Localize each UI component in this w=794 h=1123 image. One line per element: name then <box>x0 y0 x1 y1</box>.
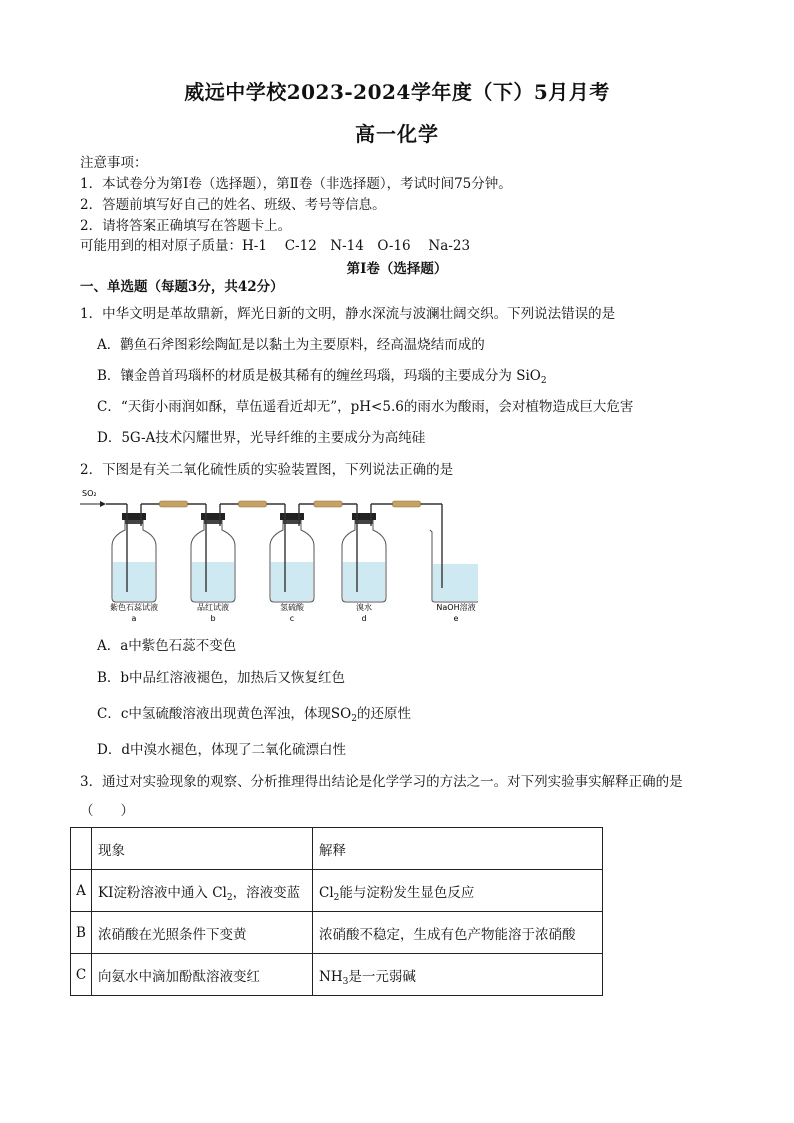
exam-subject: 高一化学 <box>355 122 439 146</box>
q1-option-d: D．5G-A技术闪耀世界，光导纤维的主要成分为高纯硅 <box>97 430 426 446</box>
header-cell-opt <box>71 828 92 870</box>
q3-table <box>70 827 603 996</box>
rubber-hose-connector <box>314 501 342 507</box>
beaker-label: NaOH溶液 <box>436 603 476 612</box>
part1-title: 第Ⅰ卷（选择题） <box>346 261 448 277</box>
table-header-row <box>71 828 603 870</box>
q2-option-d: D．d中溴水褪色，体现了二氧化硫漂白性 <box>97 742 346 758</box>
stopper-base <box>283 520 301 524</box>
bottle-liquid <box>113 562 155 601</box>
gas-label: SO₂ <box>82 489 97 498</box>
q2-option-a: A．a中紫色石蕊不变色 <box>97 638 237 654</box>
exam-title: 威远中学校2023-2024学年度（下）5月月考 <box>184 80 610 104</box>
beaker-liquid <box>433 564 478 601</box>
row-phenomenon: KI淀粉溶液中通入 $Cl_2$，溶液变蓝 <box>92 870 313 912</box>
rubber-stopper <box>352 513 376 520</box>
rubber-hose-connector <box>393 501 421 507</box>
notice-item-2: 2．答题前填写好自己的姓名、班级、考号等信息。 <box>80 197 386 213</box>
q1-option-b: B．镶金兽首玛瑙杯的材质是极其稀有的缠丝玛瑙，玛瑙的主要成分为 SiO$_2$ <box>97 368 547 386</box>
rubber-stopper <box>280 513 304 520</box>
row-option: B <box>71 912 92 954</box>
notice-item-3: 2．请将答案正确填写在答题卡上。 <box>80 218 292 234</box>
q1-stem: 1．中华文明是革故鼎新，辉光日新的文明，静水深流与波澜壮阔交织。下列说法错误的是 <box>80 306 616 322</box>
q1-option-c: C．“天街小雨润如酥，草伍遥看近却无”，pH<5.6的雨水为酸雨，会对植物造成巨大危害 <box>97 399 634 415</box>
bottle-label: 品红试液 <box>197 603 229 612</box>
q2-option-b: B．b中品红溶液褪色，加热后又恢复红色 <box>97 670 346 686</box>
row-explanation: $Cl_2$能与淀粉发生显色反应 <box>313 870 603 912</box>
bottle-label: 溴水 <box>356 603 372 612</box>
notice-item-1: 1．本试卷分为第Ⅰ卷（选择题），第Ⅱ卷（非选择题），考试时间75分钟。 <box>80 176 512 192</box>
bottle-liquid <box>192 562 234 601</box>
rubber-hose-connector <box>160 501 188 507</box>
rubber-stopper <box>201 513 225 520</box>
bottle-liquid <box>343 562 385 601</box>
table-row <box>71 870 603 912</box>
bottle-letter: b <box>210 614 216 623</box>
q3-stem: 3．通过对实验现象的观察、分析推理得出结论是化学学习的方法之一。对下列实验事实解释正确的是 <box>80 774 683 790</box>
q1-option-a: A．鹳鱼石斧图彩绘陶缸是以黏土为主要原料，经高温烧结而成的 <box>97 337 485 353</box>
row-option: A <box>71 870 92 912</box>
bottle-letter: c <box>289 614 295 623</box>
bottle-label: 氢硫酸 <box>280 603 304 612</box>
q2-stem: 2．下图是有关二氧化硫性质的实验装置图，下列说法正确的是 <box>80 462 454 478</box>
q3-paren: （ ） <box>80 803 134 819</box>
table-row <box>71 954 603 996</box>
row-phenomenon: 向氨水中滴加酚酞溶液变红 <box>92 954 313 996</box>
section-heading: 一、单选题（每题3分，共42分） <box>80 279 284 295</box>
beaker-letter: e <box>453 614 459 623</box>
notice-heading: 注意事项： <box>80 155 148 171</box>
inlet-arrow-head <box>100 501 106 507</box>
bottle-liquid <box>271 562 313 601</box>
header-cell-explanation: 解释 <box>313 828 603 870</box>
header-cell-phenomenon: 现象 <box>92 828 313 870</box>
bottle-letter: a <box>131 614 137 623</box>
rubber-hose-connector <box>239 501 267 507</box>
table-row <box>71 912 603 954</box>
q2-option-c: C．c中氢硫酸溶液出现黄色浑浊，体现$SO_2$的还原性 <box>97 706 411 724</box>
bottle-letter: d <box>361 614 367 623</box>
row-explanation: 浓硝酸不稳定，生成有色产物能溶于浓硝酸 <box>313 912 603 954</box>
rubber-stopper <box>122 513 146 520</box>
so2-apparatus-figure <box>78 484 478 630</box>
row-option: C <box>71 954 92 996</box>
bottle-label: 紫色石蕊试液 <box>110 603 158 612</box>
row-explanation: $NH_3$是一元弱碱 <box>313 954 603 996</box>
atomic-mass-line: 可能用到的相对原子质量：H-1 C-12 N-14 O-16 Na-23 <box>80 238 471 254</box>
row-phenomenon: 浓硝酸在光照条件下变黄 <box>92 912 313 954</box>
